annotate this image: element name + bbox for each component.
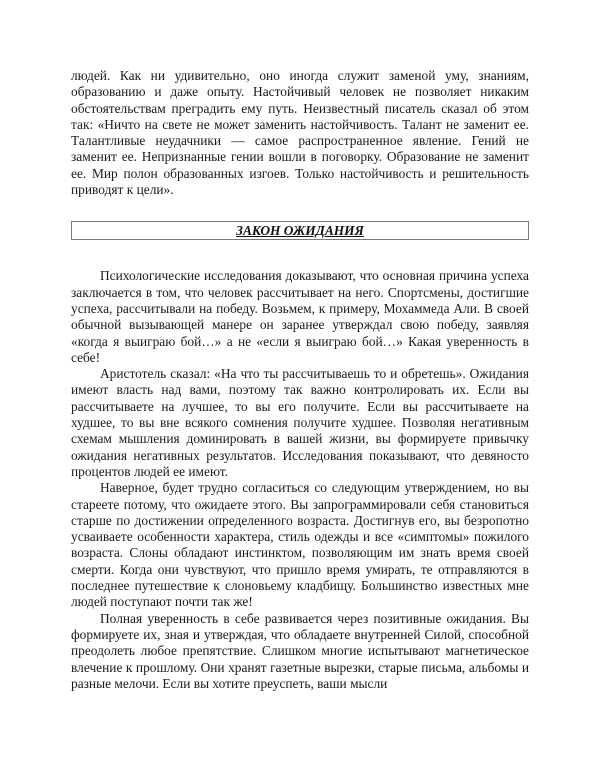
section-title: ЗАКОН ОЖИДАНИЯ bbox=[71, 221, 529, 240]
document-page bbox=[71, 68, 529, 692]
body-paragraph-1: Психологические исследования доказывают, что основная причина успеха заключается в том, что человек рассчитывает на него. Спортсмены, достигшие успеха, рассчитывали на победу. Возьмем, к примеру, Мохаммеда Али. В своей обычной вызывающей манере он заранее утверждал свою победу, заявляя «когда я выиграю бой…» а не «если я выиграю бой…» Какая уверенность в себе! bbox=[71, 268, 529, 365]
body-paragraph-2: Аристотель сказал: «На что ты рассчитываешь то и обретешь». Ожидания имеют власть над вами, поэтому так важно контролировать их. Если вы рассчитываете на лучшее, то вы его получите. Если вы рассчитываете на худшее, то вы вне всякого сомнения получите худшее. Позволяя негативным схемам мышления доминировать в вашей жизни, вы формируете привычку ожидания негативных результатов. Исследования показывают, что девяносто процентов людей ее имеют. bbox=[71, 366, 529, 479]
body-paragraph-3: Наверное, будет трудно согласиться со следующим утверждением, но вы стареете потому, что ожидаете этого. Вы запрограммировали себя становиться старше по достижении определенного возраста. Достигнув его, вы безропотно усваиваете особенности характера, стиль одежды и все «симптомы» пожилого возраста. Слоны обладают инстинктом, позволяющим им знать время своей смерти. Когда они чувствуют, что пришло время умирать, те отправляются в последнее путешествие к слоновьему кладбищу. Большинство известных мне людей поступают почти так же! bbox=[71, 480, 529, 610]
body-paragraph-4: Полная уверенность в себе развивается через позитивные ожидания. Вы формируете их, зная и утверждая, что обладаете внутренней Силой, способной преодолеть любое препятствие. Слишком многие испытывают магнетическое влечение к прошлому. Они хранят газетные вырезки, старые письма, альбомы и разные мелочи. Если вы хотите преуспеть, ваши мысли bbox=[71, 610, 529, 691]
intro-paragraph: людей. Как ни удивительно, оно иногда служит заменой уму, знаниям, образованию и даже опыту. Настойчивый человек не позволяет никаким обстоятельствам преградить ему путь. Неизвестный писатель сказал об этом так: «Ничто на свете не может заменить настойчивость. Талант не заменит ее. Талантливые неудачники — самое распространенное явление. Гений не заменит ее. Непризнанные гении вошли в поговорку. Образование не заменит ее. Мир полон образованных изгоев. Только настойчивость и решительность приводят к цели». bbox=[71, 68, 529, 198]
